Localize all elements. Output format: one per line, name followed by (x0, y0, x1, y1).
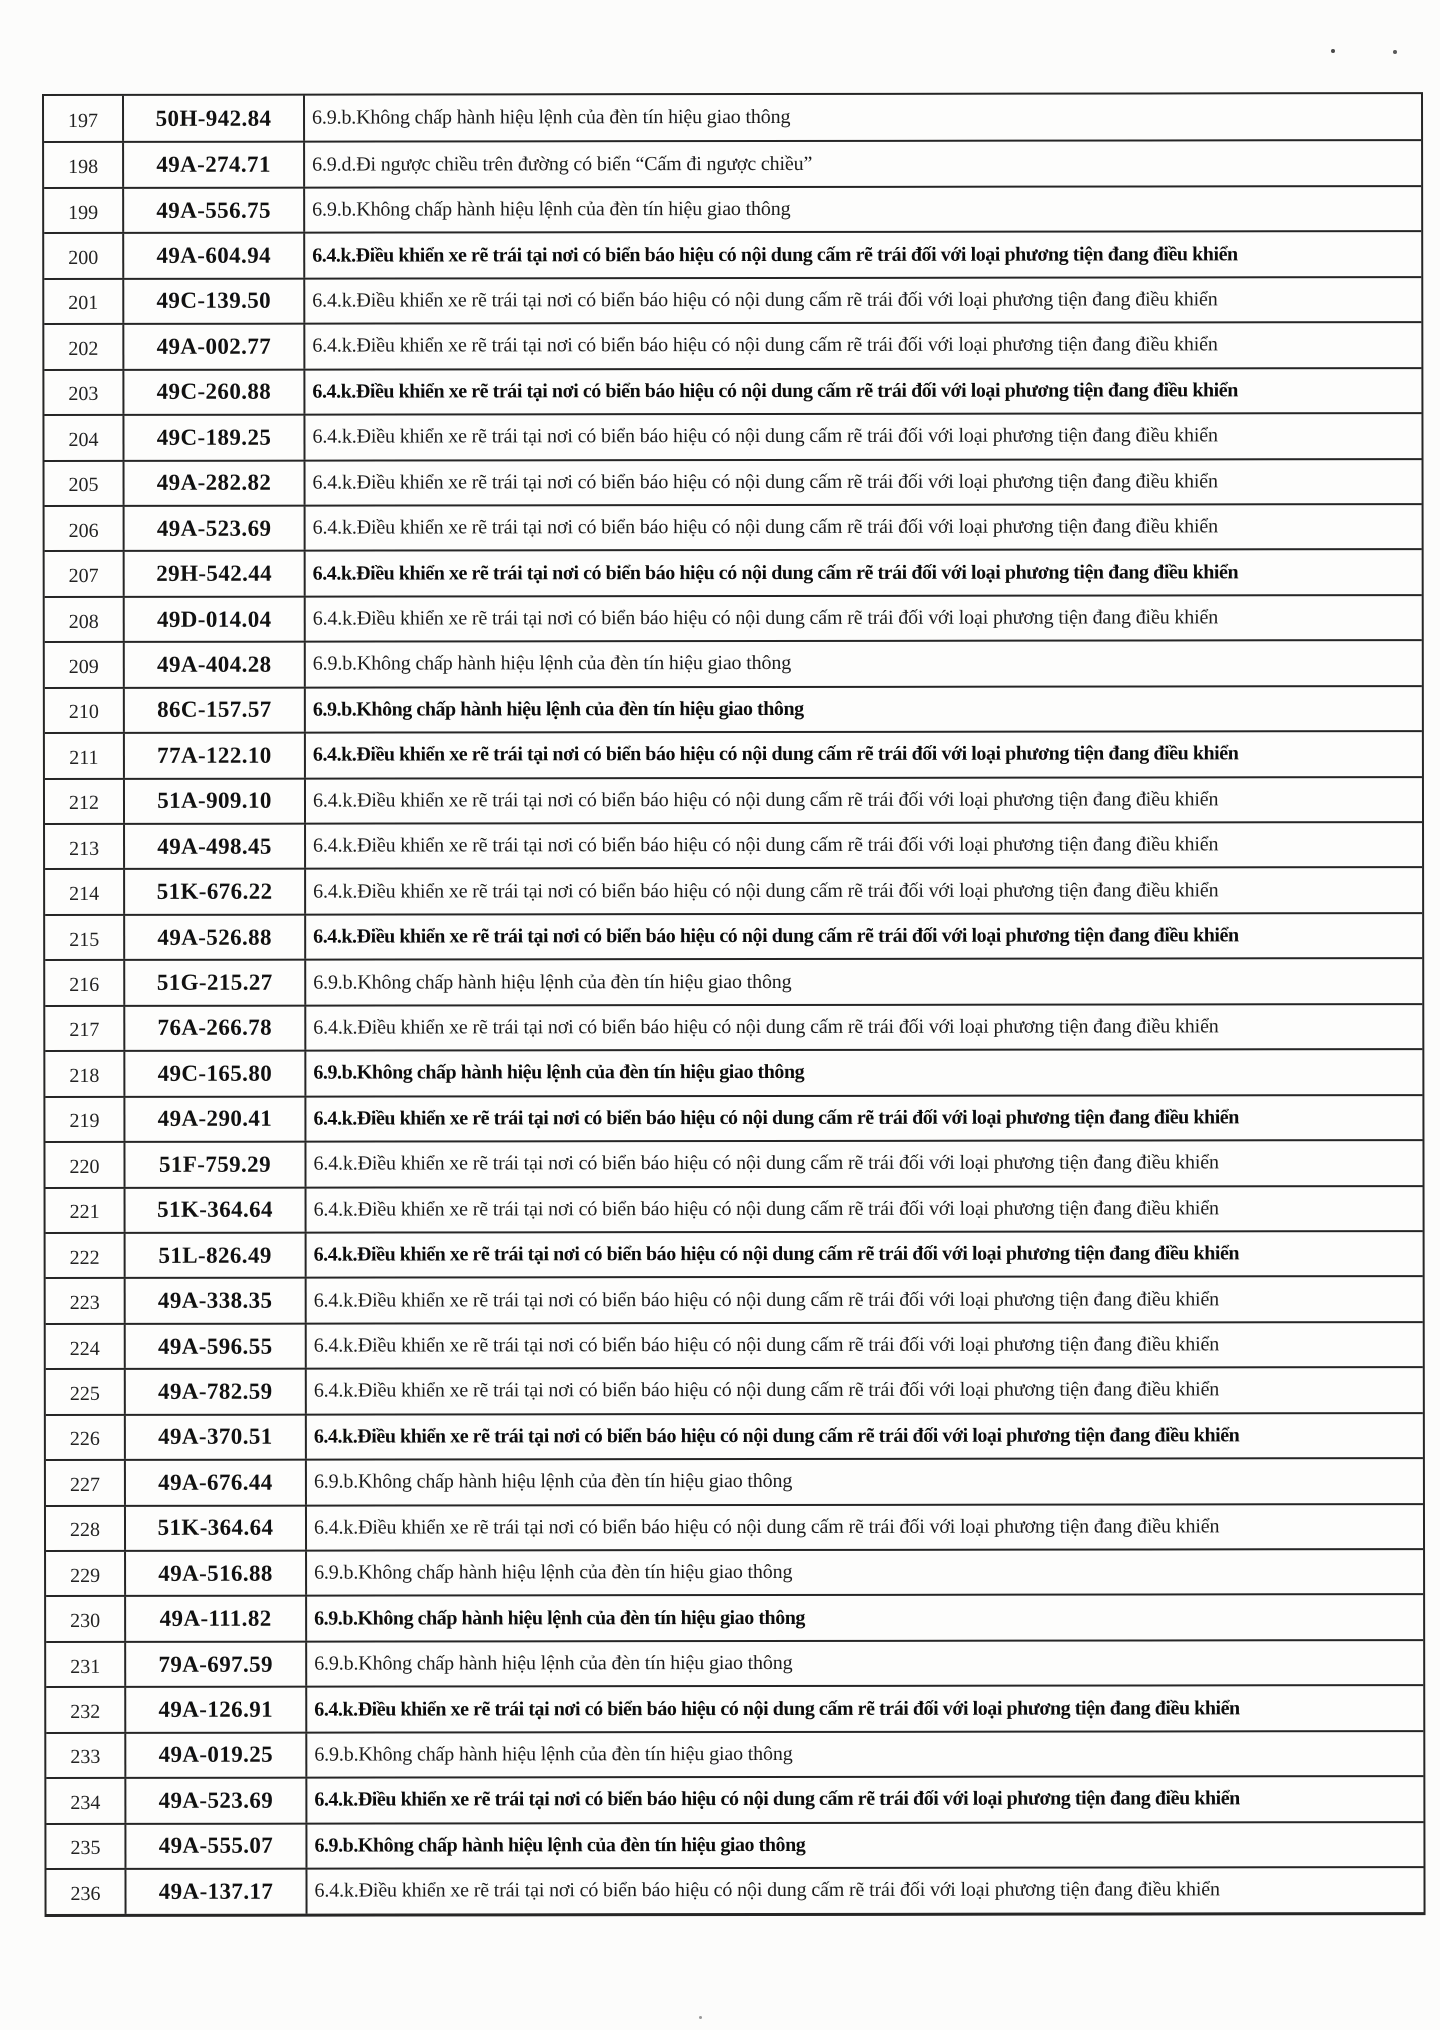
table-row (46, 1775, 1423, 1822)
row-number-cell: 221 (46, 1188, 126, 1232)
plate-cell: 49C-260.88 (124, 370, 305, 414)
row-number-cell: 206 (45, 507, 125, 551)
violation-cell: 6.4.k.Điều khiển xe rẽ trái tại nơi có biển báo hiệu có nội dung cấm rẽ trái đối với loại phương tiện đang điều khiển (312, 424, 1218, 448)
violation-cell: 6.4.k.Điều khiển xe rẽ trái tại nơi có biển báo hiệu có nội dung cấm rẽ trái đối với loại phương tiện đang điều khiển (312, 333, 1218, 358)
table-row (45, 1139, 1422, 1186)
violation-cell: 6.9.b.Không chấp hành hiệu lệnh của đèn tín hiệu giao thông (313, 970, 792, 994)
table-row (45, 1003, 1422, 1050)
violation-cell: 6.9.d.Đi ngược chiều trên đường có biển “Cấm đi ngược chiều” (312, 152, 813, 176)
row-number-cell: 198 (44, 143, 124, 187)
plate-cell: 49C-189.25 (124, 416, 305, 460)
table-row (46, 1594, 1423, 1641)
violation-cell: 6.4.k.Điều khiển xe rẽ trái tại nơi có biển báo hiệu có nội dung cấm rẽ trái đối với loại phương tiện đang điều khiển (312, 288, 1218, 312)
table-row (45, 1048, 1422, 1095)
violation-cell: 6.4.k.Điều khiển xe rẽ trái tại nơi có biển báo hiệu có nội dung cấm rẽ trái đối với loại phương tiện đang điều khiển (312, 515, 1218, 539)
row-number-cell: 236 (46, 1870, 126, 1914)
table-row (44, 185, 1421, 232)
table-row (46, 1275, 1423, 1322)
violation-cell: 6.4.k.Điều khiển xe rẽ trái tại nơi có biển báo hiệu có nội dung cấm rẽ trái đối với loại phương tiện đang điều khiển (313, 1197, 1219, 1221)
row-number-cell: 235 (46, 1825, 126, 1869)
plate-cell: 49A-676.44 (126, 1461, 307, 1505)
row-number-cell: 213 (45, 825, 125, 869)
row-number-cell: 214 (45, 870, 125, 914)
table-row (45, 912, 1422, 959)
row-number-cell: 204 (44, 416, 124, 460)
plate-cell: 49C-165.80 (125, 1052, 306, 1096)
plate-cell: 49A-523.69 (126, 1779, 307, 1823)
table-row (45, 1094, 1422, 1141)
violation-cell: 6.9.b.Không chấp hành hiệu lệnh của đèn tín hiệu giao thông (314, 1742, 793, 1766)
table-row (44, 412, 1421, 459)
plate-cell: 49A-338.35 (126, 1279, 307, 1323)
violation-cell: 6.4.k.Điều khiển xe rẽ trái tại nơi có biển báo hiệu có nội dung cấm rẽ trái đối với loại phương tiện đang điều khiển (313, 924, 1239, 948)
plate-cell: 49A-516.88 (126, 1552, 307, 1596)
table-row (44, 367, 1421, 414)
plate-cell: 49A-404.28 (125, 643, 306, 687)
plate-cell: 49A-274.71 (124, 143, 305, 187)
table-row (45, 867, 1422, 914)
table-row (46, 1457, 1423, 1504)
row-number-cell: 219 (45, 1098, 125, 1142)
table-row (44, 276, 1421, 323)
row-number-cell: 205 (45, 461, 125, 505)
violation-cell: 6.4.k.Điều khiển xe rẽ trái tại nơi có biển báo hiệu có nội dung cấm rẽ trái đối với loại phương tiện đang điều khiển (314, 1787, 1240, 1812)
table-row (46, 1730, 1423, 1777)
table-row (45, 776, 1422, 823)
violation-cell: 6.9.b.Không chấp hành hiệu lệnh của đèn tín hiệu giao thông (312, 697, 804, 721)
table-row (45, 957, 1422, 1004)
table-row (46, 1366, 1423, 1413)
plate-cell: 49A-002.77 (124, 325, 305, 369)
table-row (45, 458, 1422, 505)
violation-cell: 6.4.k.Điều khiển xe rẽ trái tại nơi có biển báo hiệu có nội dung cấm rẽ trái đối với loại phương tiện đang điều khiển (313, 1333, 1220, 1357)
violation-cell: 6.9.b.Không chấp hành hiệu lệnh của đèn tín hiệu giao thông (312, 198, 791, 221)
row-number-cell: 223 (46, 1279, 126, 1323)
table-row (44, 140, 1421, 187)
violation-cell: 6.9.b.Không chấp hành hiệu lệnh của đèn tín hiệu giao thông (314, 1606, 805, 1630)
table-row (46, 1185, 1423, 1232)
violation-cell: 6.4.k.Điều khiển xe rẽ trái tại nơi có biển báo hiệu có nội dung cấm rẽ trái đối với loại phương tiện đang điều khiển (312, 242, 1238, 267)
plate-cell: 51L-826.49 (126, 1234, 307, 1278)
table-row (46, 1866, 1423, 1913)
row-number-cell: 231 (46, 1643, 126, 1687)
row-number-cell: 228 (46, 1506, 126, 1550)
violation-cell: 6.4.k.Điều khiển xe rẽ trái tại nơi có biển báo hiệu có nội dung cấm rẽ trái đối với loại phương tiện đang điều khiển (313, 1106, 1239, 1130)
violation-cell: 6.4.k.Điều khiển xe rẽ trái tại nơi có biển báo hiệu có nội dung cấm rẽ trái đối với loại phương tiện đang điều khiển (313, 879, 1219, 903)
plate-cell: 49A-526.88 (125, 916, 306, 960)
violation-cell: 6.4.k.Điều khiển xe rẽ trái tại nơi có biển báo hiệu có nội dung cấm rẽ trái đối với loại phương tiện đang điều khiển (312, 470, 1218, 494)
violation-cell: 6.4.k.Điều khiển xe rẽ trái tại nơi có biển báo hiệu có nội dung cấm rẽ trái đối với loại phương tiện đang điều khiển (313, 1015, 1219, 1039)
scan-speck (1331, 49, 1335, 53)
row-number-cell: 230 (46, 1597, 126, 1641)
violation-cell: 6.4.k.Điều khiển xe rẽ trái tại nơi có biển báo hiệu có nội dung cấm rẽ trái đối với loại phương tiện đang điều khiển (313, 833, 1219, 857)
violation-cell: 6.4.k.Điều khiển xe rẽ trái tại nơi có biển báo hiệu có nội dung cấm rẽ trái đối với loại phương tiện đang điều khiển (313, 1378, 1220, 1403)
table-row (45, 594, 1422, 641)
plate-cell: 49A-126.91 (126, 1688, 307, 1732)
plate-cell: 50H-942.84 (124, 96, 305, 142)
table-row (45, 548, 1422, 595)
row-number-cell: 226 (46, 1416, 126, 1460)
violation-cell: 6.9.b.Không chấp hành hiệu lệnh của đèn tín hiệu giao thông (314, 1652, 793, 1675)
row-number-cell: 208 (45, 598, 125, 642)
row-number-cell: 199 (44, 189, 124, 233)
row-number-cell: 233 (46, 1734, 126, 1778)
plate-cell: 51F-759.29 (125, 1143, 306, 1187)
row-number-cell: 203 (44, 371, 124, 415)
row-number-cell: 201 (44, 280, 124, 324)
plate-cell: 49A-290.41 (125, 1097, 306, 1141)
table-row (45, 730, 1422, 777)
table-row (45, 503, 1422, 550)
row-number-cell: 224 (46, 1325, 126, 1369)
table-row (46, 1321, 1423, 1368)
violation-cell: 6.4.k.Điều khiển xe rẽ trái tại nơi có biển báo hiệu có nội dung cấm rẽ trái đối với loại phương tiện đang điều khiển (314, 1878, 1220, 1902)
table-row (46, 1548, 1423, 1595)
row-number-cell: 225 (46, 1370, 126, 1414)
plate-cell: 49A-019.25 (126, 1733, 307, 1777)
violation-cell: 6.4.k.Điều khiển xe rẽ trái tại nơi có biển báo hiệu có nội dung cấm rẽ trái đối với loại phương tiện đang điều khiển (313, 1515, 1220, 1539)
plate-cell: 49A-555.07 (126, 1824, 307, 1868)
plate-cell: 51G-215.27 (125, 961, 306, 1005)
table-row (46, 1821, 1423, 1868)
plate-cell: 49A-523.69 (125, 507, 306, 551)
plate-cell: 51A-909.10 (125, 779, 306, 823)
plate-cell: 49A-282.82 (125, 461, 306, 505)
row-number-cell: 197 (44, 96, 124, 142)
table-row (45, 821, 1422, 868)
plate-cell: 49A-596.55 (126, 1324, 307, 1368)
row-number-cell: 227 (46, 1461, 126, 1505)
row-number-cell: 234 (46, 1779, 126, 1823)
violation-cell: 6.4.k.Điều khiển xe rẽ trái tại nơi có biển báo hiệu có nội dung cấm rẽ trái đối với loại phương tiện đang điều khiển (312, 606, 1219, 630)
row-number-cell: 211 (45, 734, 125, 778)
table-row (46, 1684, 1423, 1731)
violation-cell: 6.4.k.Điều khiển xe rẽ trái tại nơi có biển báo hiệu có nội dung cấm rẽ trái đối với loại phương tiện đang điều khiển (313, 1424, 1240, 1448)
plate-cell: 49D-014.04 (125, 597, 306, 641)
violation-cell: 6.9.b.Không chấp hành hiệu lệnh của đèn tín hiệu giao thông (314, 1561, 793, 1584)
violation-cell: 6.4.k.Điều khiển xe rẽ trái tại nơi có biển báo hiệu có nội dung cấm rẽ trái đối với loại phương tiện đang điều khiển (312, 379, 1238, 403)
plate-cell: 49A-604.94 (124, 234, 305, 278)
violation-cell: 6.4.k.Điều khiển xe rẽ trái tại nơi có biển báo hiệu có nội dung cấm rẽ trái đối với loại phương tiện đang điều khiển (312, 788, 1219, 812)
table-row (45, 685, 1422, 732)
row-number-cell: 216 (45, 961, 125, 1005)
plate-cell: 79A-697.59 (126, 1643, 307, 1687)
violation-cell: 6.4.k.Điều khiển xe rẽ trái tại nơi có biển báo hiệu có nội dung cấm rẽ trái đối với loại phương tiện đang điều khiển (313, 1242, 1240, 1266)
table-row (45, 639, 1422, 686)
table-row (44, 321, 1421, 368)
violation-cell: 6.9.b.Không chấp hành hiệu lệnh của đèn tín hiệu giao thông (313, 1061, 805, 1085)
plate-cell: 49A-370.51 (126, 1415, 307, 1459)
plate-cell: 86C-157.57 (125, 688, 306, 732)
table-row (46, 1230, 1423, 1277)
violation-cell: 6.4.k.Điều khiển xe rẽ trái tại nơi có biển báo hiệu có nội dung cấm rẽ trái đối với loại phương tiện đang điều khiển (312, 560, 1239, 585)
violation-cell: 6.9.b.Không chấp hành hiệu lệnh của đèn tín hiệu giao thông (314, 1833, 806, 1857)
row-number-cell: 210 (45, 689, 125, 733)
plate-cell: 49A-111.82 (126, 1597, 307, 1641)
plate-cell: 29H-542.44 (125, 552, 306, 596)
row-number-cell: 207 (45, 552, 125, 596)
violation-cell: 6.9.b.Không chấp hành hiệu lệnh của đèn tín hiệu giao thông (313, 1470, 793, 1493)
violations-table (42, 92, 1426, 1916)
table-row (44, 94, 1421, 141)
row-number-cell: 220 (45, 1143, 125, 1187)
scan-speck (699, 2016, 702, 2019)
plate-cell: 51K-676.22 (125, 870, 306, 914)
row-number-cell: 212 (45, 779, 125, 823)
table-row (46, 1639, 1423, 1686)
violation-cell: 6.4.k.Điều khiển xe rẽ trái tại nơi có biển báo hiệu có nội dung cấm rẽ trái đối với loại phương tiện đang điều khiển (312, 742, 1239, 766)
plate-cell: 51K-364.64 (126, 1188, 307, 1232)
plate-cell: 49A-782.59 (126, 1370, 307, 1414)
violation-cell: 6.4.k.Điều khiển xe rẽ trái tại nơi có biển báo hiệu có nội dung cấm rẽ trái đối với loại phương tiện đang điều khiển (313, 1287, 1220, 1312)
violation-cell: 6.9.b.Không chấp hành hiệu lệnh của đèn tín hiệu giao thông (312, 106, 791, 129)
table-row (46, 1503, 1423, 1550)
plate-cell: 76A-266.78 (125, 1006, 306, 1050)
plate-cell: 49C-139.50 (124, 279, 305, 323)
table-row (44, 230, 1421, 277)
plate-cell: 51K-364.64 (126, 1506, 307, 1550)
row-number-cell: 209 (45, 643, 125, 687)
plate-cell: 49A-498.45 (125, 825, 306, 869)
row-number-cell: 229 (46, 1552, 126, 1596)
violation-cell: 6.9.b.Không chấp hành hiệu lệnh của đèn tín hiệu giao thông (312, 652, 792, 676)
row-number-cell: 222 (46, 1234, 126, 1278)
plate-cell: 77A-122.10 (125, 734, 306, 778)
row-number-cell: 217 (45, 1007, 125, 1051)
plate-cell: 49A-137.17 (126, 1870, 307, 1914)
violation-cell: 6.4.k.Điều khiển xe rẽ trái tại nơi có biển báo hiệu có nội dung cấm rẽ trái đối với loại phương tiện đang điều khiển (313, 1151, 1219, 1175)
row-number-cell: 218 (45, 1052, 125, 1096)
scan-speck (1393, 50, 1397, 54)
row-number-cell: 202 (44, 325, 124, 369)
row-number-cell: 200 (44, 234, 124, 278)
table-row (46, 1412, 1423, 1459)
row-number-cell: 232 (46, 1688, 126, 1732)
plate-cell: 49A-556.75 (124, 189, 305, 233)
violation-cell: 6.4.k.Điều khiển xe rẽ trái tại nơi có biển báo hiệu có nội dung cấm rẽ trái đối với loại phương tiện đang điều khiển (314, 1696, 1240, 1721)
row-number-cell: 215 (45, 916, 125, 960)
